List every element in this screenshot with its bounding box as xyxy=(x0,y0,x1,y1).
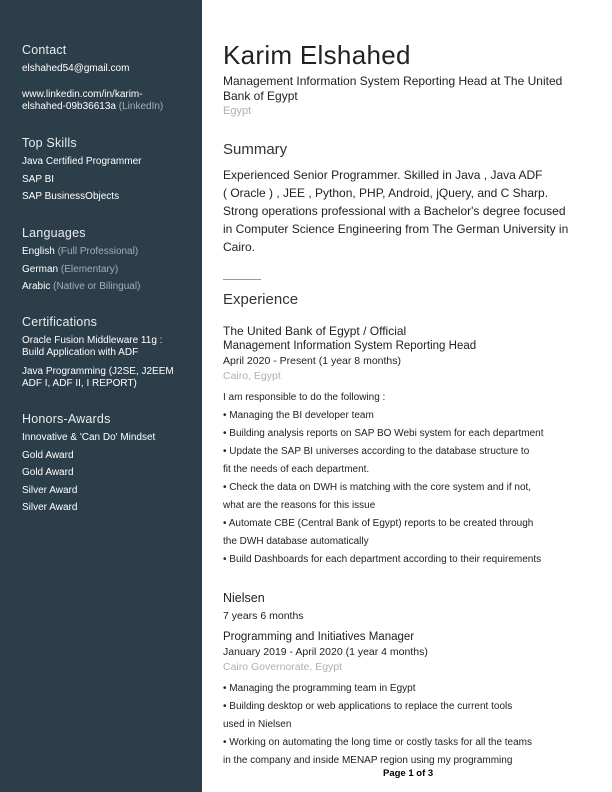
summary-line: Strong operations professional with a Bachelor's degree focused xyxy=(223,204,566,218)
language-item xyxy=(22,246,197,258)
linkedin-url-line2: elshahed-09b36613a xyxy=(22,101,116,112)
job-dates: April 2020 - Present (1 year 8 months) xyxy=(223,355,401,367)
linkedin-url-line1: www.linkedin.com/in/karim- xyxy=(22,89,143,100)
job-role: Management Information System Reporting Head xyxy=(223,340,477,352)
job-description xyxy=(223,389,578,569)
certification-line: Oracle Fusion Middleware 11g : xyxy=(22,335,163,346)
description-line: • Managing the programming team in Egypt xyxy=(223,683,416,694)
sidebar xyxy=(0,0,202,792)
skill-item: SAP BI xyxy=(22,173,55,185)
page-number: Page 1 of 3 xyxy=(383,768,434,779)
job-dates: January 2019 - April 2020 (1 year 4 months) xyxy=(223,646,428,658)
description-line: what are the reasons for this issue xyxy=(223,500,376,511)
description-line: fit the needs of each department. xyxy=(223,464,370,475)
award-item: Silver Award xyxy=(22,502,78,513)
section-divider xyxy=(223,279,261,280)
languages-section xyxy=(22,226,197,299)
description-line: • Automate CBE (Central Bank of Egypt) reports to be created through xyxy=(223,518,534,529)
skill-item: SAP BusinessObjects xyxy=(22,191,120,202)
award-item: Gold Award xyxy=(22,449,74,461)
description-line: • Check the data on DWH is matching with the core system and if not, xyxy=(223,482,532,493)
honors-section xyxy=(22,412,197,520)
job-entry-ube xyxy=(223,323,578,569)
description-line: I am responsible to do the following : xyxy=(223,392,386,403)
description-line: the DWH database automatically xyxy=(223,536,369,547)
honors-heading: Honors-Awards xyxy=(22,412,111,426)
job-description xyxy=(223,680,578,770)
award-item: Gold Award xyxy=(22,467,74,478)
job-tenure: 7 years 6 months xyxy=(223,610,304,622)
description-line: • Build Dashboards for each department according to their requirements xyxy=(223,554,542,565)
contact-heading: Contact xyxy=(22,43,67,57)
description-line: • Update the SAP BI universes according to the database structure to xyxy=(223,446,530,457)
job-company: The United Bank of Egypt / Official xyxy=(223,324,407,338)
description-line: • Building desktop or web applications to replace the current tools xyxy=(223,701,513,712)
linkedin-tag: (LinkedIn) xyxy=(118,101,164,112)
skill-item: Java Certified Programmer xyxy=(22,156,142,167)
language-name: English xyxy=(22,246,55,257)
language-level: (Elementary) xyxy=(60,263,119,275)
profile-location: Egypt xyxy=(223,105,252,117)
summary-line: Cairo. xyxy=(223,240,256,254)
language-item xyxy=(22,281,197,293)
headline-line: Bank of Egypt xyxy=(223,89,298,103)
job-location: Cairo, Egypt xyxy=(223,370,281,382)
summary-line: Experienced Senior Programmer. Skilled in Java , Java ADF xyxy=(223,168,543,182)
description-line: • Working on automating the long time or costly tasks for all the teams xyxy=(223,737,533,748)
profile-name: Karim Elshahed xyxy=(223,40,411,70)
top-skills-section xyxy=(22,136,197,209)
description-line: • Managing the BI developer team xyxy=(223,410,374,421)
certification-item xyxy=(22,335,197,359)
job-entry-nielsen xyxy=(223,590,578,770)
description-line: in the company and inside MENAP region using my programming xyxy=(223,755,513,766)
job-location: Cairo Governorate, Egypt xyxy=(223,661,343,673)
description-line: • Building analysis reports on SAP BO Webi system for each department xyxy=(223,428,544,439)
contact-section xyxy=(22,43,197,113)
certification-item xyxy=(22,366,197,390)
language-item xyxy=(22,264,197,276)
certification-line: ADF I, ADF II, I REPORT) xyxy=(22,378,137,389)
profile-headline xyxy=(223,74,573,104)
top-skills-heading: Top Skills xyxy=(22,136,77,150)
description-line: used in Nielsen xyxy=(223,719,292,730)
summary-line: in Computer Science Engineering from The German University in xyxy=(223,222,569,236)
language-name: German xyxy=(22,263,59,275)
summary-line: ( Oracle ) , JEE , Python, PHP, Android, jQuery, and C Sharp. xyxy=(223,186,549,200)
summary-text xyxy=(223,166,578,256)
award-item: Silver Award xyxy=(22,484,78,496)
email-link[interactable]: elshahed54@gmail.com xyxy=(22,63,130,74)
language-level: (Native or Bilingual) xyxy=(53,281,141,292)
language-name: Arabic xyxy=(22,281,51,292)
award-item: Innovative & 'Can Do' Mindset xyxy=(22,432,156,443)
experience-heading: Experience xyxy=(223,291,299,308)
job-role: Programming and Initiatives Manager xyxy=(223,631,415,643)
summary-heading: Summary xyxy=(223,141,288,158)
headline-line: Management Information System Reporting Head at The United xyxy=(223,74,563,88)
job-company: Nielsen xyxy=(223,591,265,605)
language-level: (Full Professional) xyxy=(57,246,139,257)
certifications-heading: Certifications xyxy=(22,315,98,329)
certifications-section xyxy=(22,315,197,396)
languages-heading: Languages xyxy=(22,226,86,240)
certification-line: Build Application with ADF xyxy=(22,347,139,358)
linkedin-link[interactable] xyxy=(22,89,197,113)
certification-line: Java Programming (J2SE, J2EEM xyxy=(22,366,174,377)
